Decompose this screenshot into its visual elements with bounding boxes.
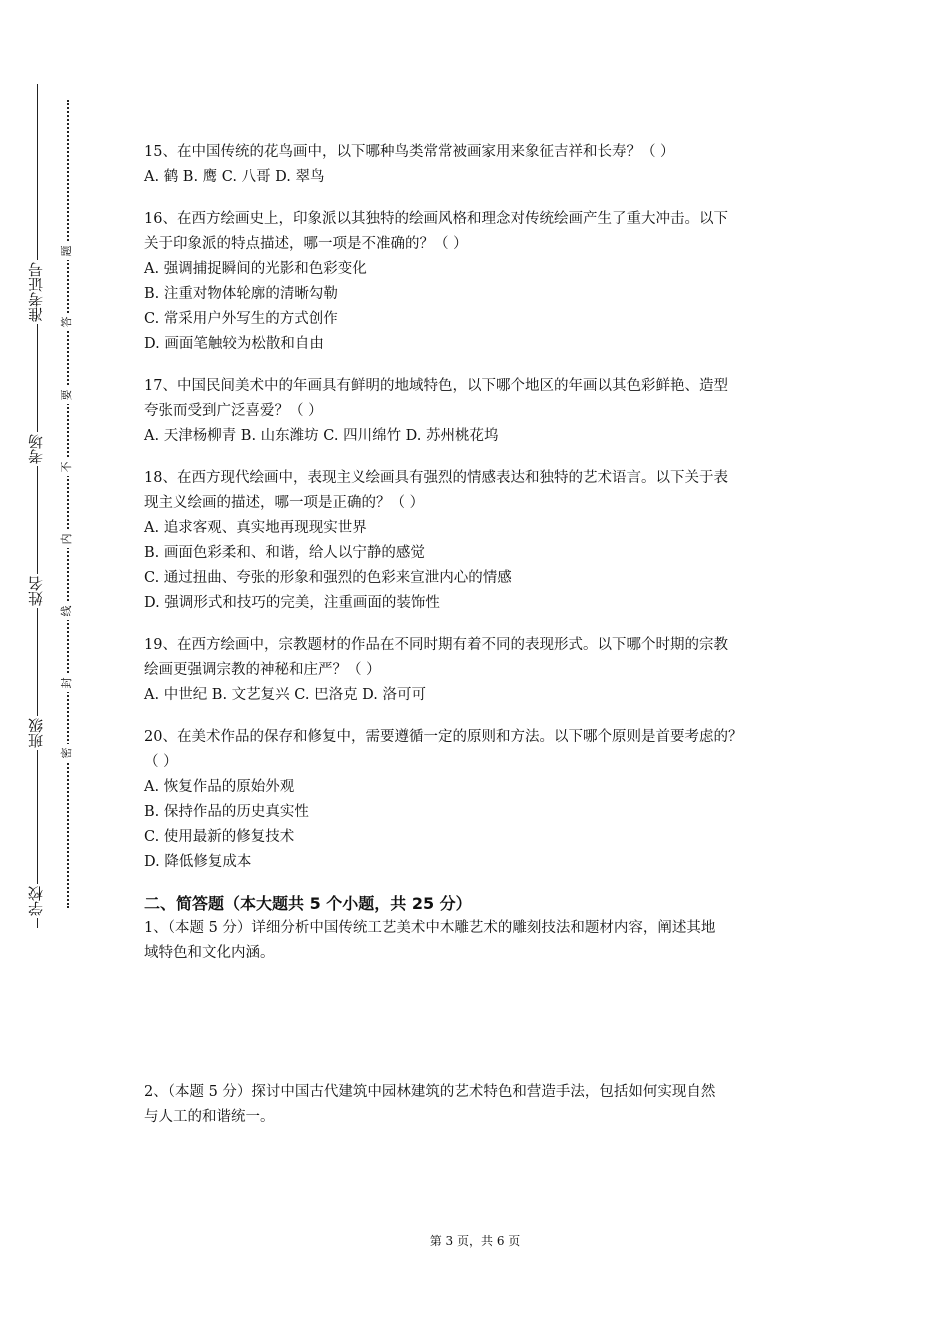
exam-number-label: 准考证号: [24, 260, 48, 324]
option-c: C. 常采用户外写生的方式创作: [144, 311, 338, 327]
question-text: 20、在美术作品的保存和修复中，需要遵循一定的原则和方法。以下哪个原则是首要考虑的？: [144, 729, 743, 745]
seal-char: 封: [60, 674, 74, 692]
option-d: D. 强调形式和技巧的完美，注重画面的装饰性: [144, 595, 440, 611]
seal-char: 不: [60, 458, 74, 476]
option-a: A. 追求客观、真实地再现现实世界: [144, 520, 367, 536]
question-text: 16、在西方绘画史上，印象派以其独特的绘画风格和理念对传统绘画产生了重大冲击。以下: [144, 211, 728, 227]
binding-margin: [0, 0, 90, 1344]
section-heading: 二、简答题（本大题共 5 个小题，共 25 分）: [144, 894, 472, 913]
option-d: D. 画面笔触较为松散和自由: [144, 336, 324, 352]
exam-content: [144, 140, 824, 1130]
answer-space[interactable]: [144, 966, 824, 1080]
question-text: 现主义绘画的描述，哪一项是正确的？（ ）: [144, 495, 425, 511]
school-label: 学校: [24, 884, 48, 918]
page-footer: 第 3 页，共 6 页: [429, 1234, 521, 1248]
exam-room-label: 考场: [24, 432, 48, 466]
question-options: A. 鹤 B. 鹰 C. 八哥 D. 翠鸟: [144, 169, 325, 185]
question-text: 关于印象派的特点描述，哪一项是不准确的？（ ）: [144, 236, 468, 252]
question-text: 18、在西方现代绘画中，表现主义绘画具有强烈的情感表达和独特的艺术语言。以下关于表: [144, 470, 728, 486]
question-text: 15、在中国传统的花鸟画中，以下哪种鸟类常常被画家用来象征吉祥和长寿？（ ）: [144, 144, 675, 160]
binding-line: [37, 84, 38, 928]
class-label: 班级: [24, 716, 48, 750]
question-text: 1、（本题 5 分）详细分析中国传统工艺美术中木雕艺术的雕刻技法和题材内容，阐述其地: [144, 920, 716, 936]
option-b: B. 保持作品的历史真实性: [144, 804, 309, 820]
seal-char: 要: [60, 386, 74, 404]
question-text: 17、中国民间美术中的年画具有鲜明的地域特色，以下哪个地区的年画以其色彩鲜艳、造型: [144, 378, 728, 394]
question-19: [144, 633, 824, 708]
question-text: （ ）: [144, 754, 178, 770]
option-a: A. 强调捕捉瞬间的光影和色彩变化: [144, 261, 367, 277]
option-c: C. 通过扭曲、夸张的形象和强烈的色彩来宣泄内心的情感: [144, 570, 512, 586]
question-text: 夸张而受到广泛喜爱？（ ）: [144, 403, 323, 419]
name-label: 姓名: [24, 574, 48, 608]
question-text: 19、在西方绘画中，宗教题材的作品在不同时期有着不同的表现形式。以下哪个时期的宗教: [144, 637, 728, 653]
seal-char: 内: [60, 530, 74, 548]
question-20: [144, 725, 824, 875]
short-answer-1: [144, 916, 824, 966]
question-18: [144, 466, 824, 616]
question-text: 与人工的和谐统一。: [144, 1109, 275, 1125]
seal-char: 密: [60, 744, 74, 762]
question-text: 域特色和文化内涵。: [144, 945, 275, 961]
option-d: D. 降低修复成本: [144, 854, 252, 870]
option-b: B. 画面色彩柔和、和谐，给人以宁静的感觉: [144, 545, 425, 561]
question-16: [144, 207, 824, 357]
question-options: A. 中世纪 B. 文艺复兴 C. 巴洛克 D. 洛可可: [144, 687, 427, 703]
seal-char: 线: [60, 602, 74, 620]
question-text: 2、（本题 5 分）探讨中国古代建筑中园林建筑的艺术特色和营造手法，包括如何实现自然: [144, 1084, 716, 1100]
seal-char: 答: [60, 313, 74, 331]
question-options: A. 天津杨柳青 B. 山东潍坊 C. 四川绵竹 D. 苏州桃花坞: [144, 428, 499, 444]
option-b: B. 注重对物体轮廓的清晰勾勒: [144, 286, 338, 302]
option-c: C. 使用最新的修复技术: [144, 829, 295, 845]
question-17: [144, 374, 824, 449]
question-text: 绘画更强调宗教的神秘和庄严？（ ）: [144, 662, 381, 678]
question-15: [144, 140, 824, 190]
short-answer-2: [144, 1080, 824, 1130]
seal-char: 题: [60, 242, 74, 260]
seal-dotted-line: [67, 100, 69, 908]
option-a: A. 恢复作品的原始外观: [144, 779, 295, 795]
